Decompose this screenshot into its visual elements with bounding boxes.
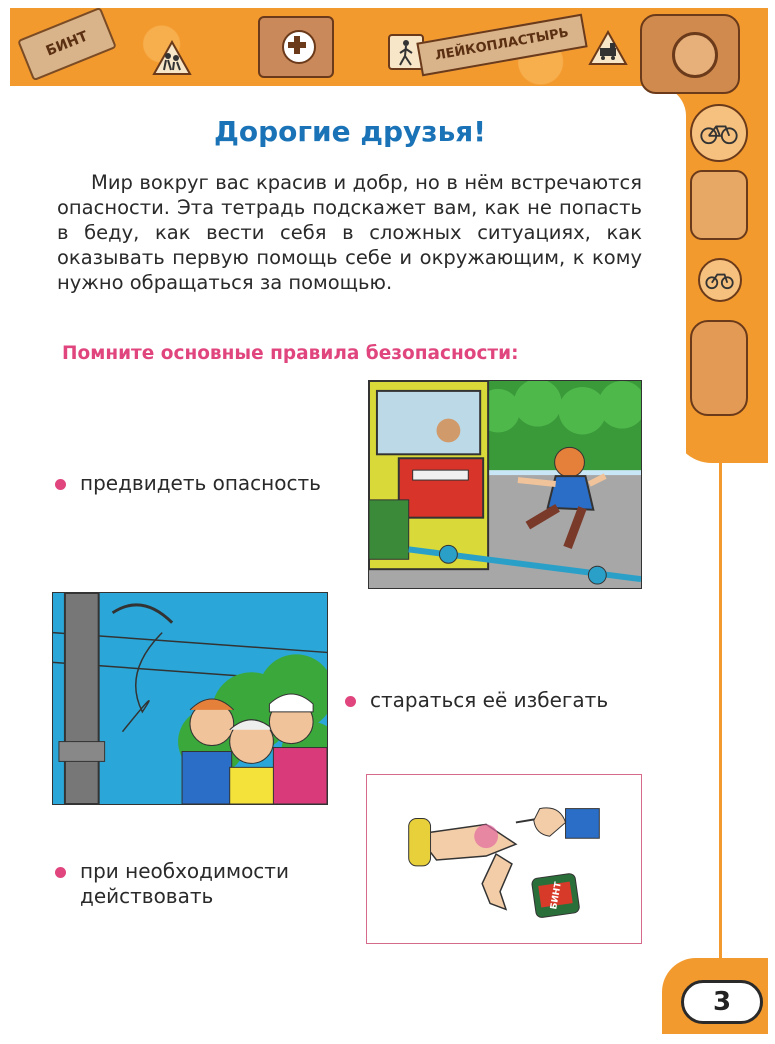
rule-text: предвидеть опасность [80, 471, 321, 495]
bullet-dot-icon [55, 867, 66, 878]
rules-heading: Помните основные правила безопасности: [62, 343, 519, 364]
rule-item-act [55, 859, 355, 909]
bandage-roll-label: БИНТ [549, 881, 564, 911]
rule-text: при необходимости действовать [80, 859, 289, 908]
first-aid-kit-icon [258, 16, 334, 78]
pedestrian-sign-icon [386, 34, 422, 70]
children-looking-at-broken-wire-illustration [52, 592, 328, 805]
bicycle-small-sign-icon [698, 258, 742, 302]
bullet-dot-icon [345, 696, 356, 707]
bullet-dot-icon [55, 479, 66, 490]
right-border-line [719, 460, 722, 970]
iron-icon [690, 320, 748, 416]
rule-text: стараться её избегать [370, 688, 609, 712]
page-title: Дорогие друзья! [213, 115, 487, 148]
treating-scratch-with-bandage-illustration [366, 774, 642, 944]
bandage-pack-label: БИНТ [43, 28, 91, 60]
bicycle-sign-icon [690, 104, 748, 162]
rule-item-foresee [55, 471, 355, 496]
boy-running-in-front-of-tram-illustration [368, 380, 642, 589]
intro-paragraph: Мир вокруг вас красив и добр, но в нём встречаются опасности. Эта тетрадь подскажет вам, как не попасть в беду, как вести себя в сложных ситуациях, как оказывать первую помощь себе и окружающим, к кому нужно обращаться за помощью. [57, 171, 642, 294]
page-number: 3 [681, 980, 763, 1024]
rule-item-avoid [345, 688, 645, 713]
telephone-icon [640, 14, 740, 94]
cassette-icon [690, 170, 748, 240]
plaster-icon: ЛЕЙКОПЛАСТЫРЬ [416, 14, 587, 77]
pedestrian-children-sign-icon [152, 40, 192, 76]
train-sign-icon [588, 30, 628, 66]
